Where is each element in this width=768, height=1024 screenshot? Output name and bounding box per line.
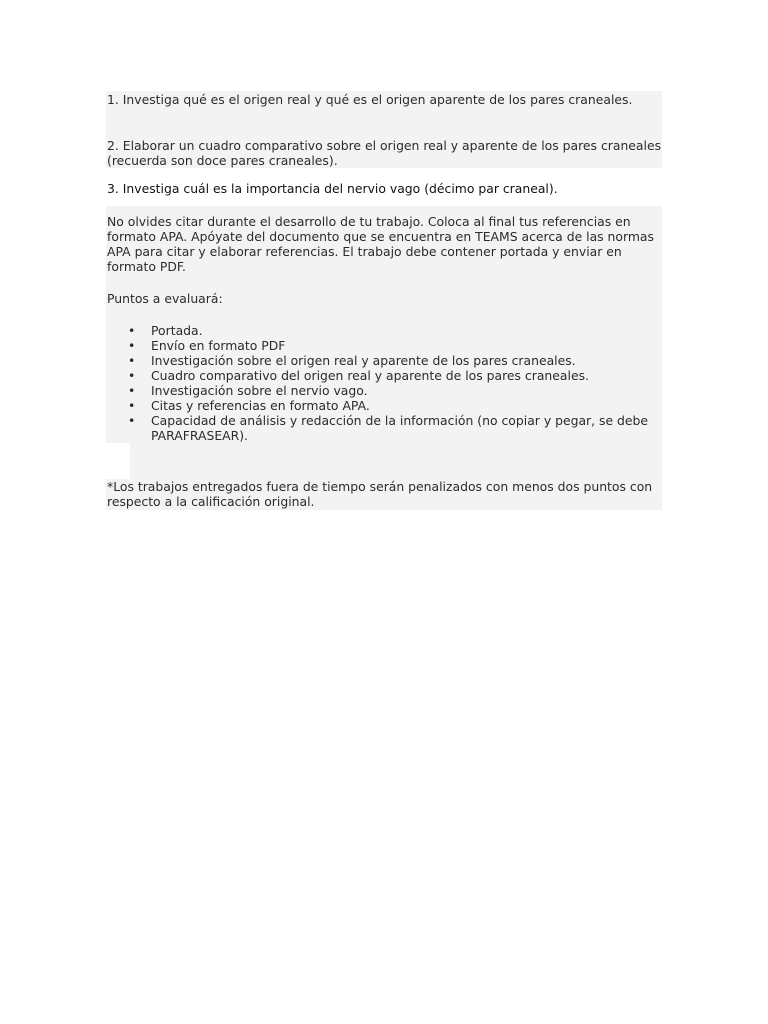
points-heading: Puntos a evaluará: — [106, 291, 662, 306]
task-item-2: 2. Elaborar un cuadro comparativo sobre el origen real y aparente de los pares craneales (recuerda son doce pares craneales). — [107, 138, 662, 168]
spacer — [106, 196, 662, 206]
list-item: • Portada. — [151, 323, 662, 338]
instructions-paragraph: No olvides citar durante el desarrollo de tu trabajo. Coloca al final tus referencias en formato APA. Apóyate del documento que se encuentra en TEAMS acerca de las normas APA para citar y elaborar referencias. El trabajo debe contener portada y enviar en formato PDF. — [106, 206, 662, 274]
list-item: • Investigación sobre el origen real y aparente de los pares craneales. — [151, 353, 662, 368]
list-item: • Capacidad de análisis y redacción de la información (no copiar y pegar, se debe PARAFRASEAR). — [151, 413, 662, 443]
list-item: • Investigación sobre el nervio vago. — [151, 383, 662, 398]
task-item-1: 1. Investiga qué es el origen real y qué es el origen aparente de los pares craneales. — [106, 91, 662, 107]
spacer — [106, 306, 662, 323]
spacer — [106, 107, 662, 138]
document-body — [106, 91, 662, 510]
evaluation-points-list — [106, 323, 662, 443]
spacer — [106, 168, 662, 181]
list-item: • Envío en formato PDF — [151, 338, 662, 353]
list-item: • Citas y referencias en formato APA. — [151, 398, 662, 413]
task-item-3: 3. Investiga cuál es la importancia del nervio vago (décimo par craneal). — [106, 181, 662, 196]
spacer — [106, 443, 662, 479]
list-item: • Cuadro comparativo del origen real y aparente de los pares craneales. — [151, 368, 662, 383]
penalty-note: *Los trabajos entregados fuera de tiempo serán penalizados con menos dos puntos con respecto a la calificación original. — [106, 479, 662, 510]
spacer — [106, 274, 662, 291]
